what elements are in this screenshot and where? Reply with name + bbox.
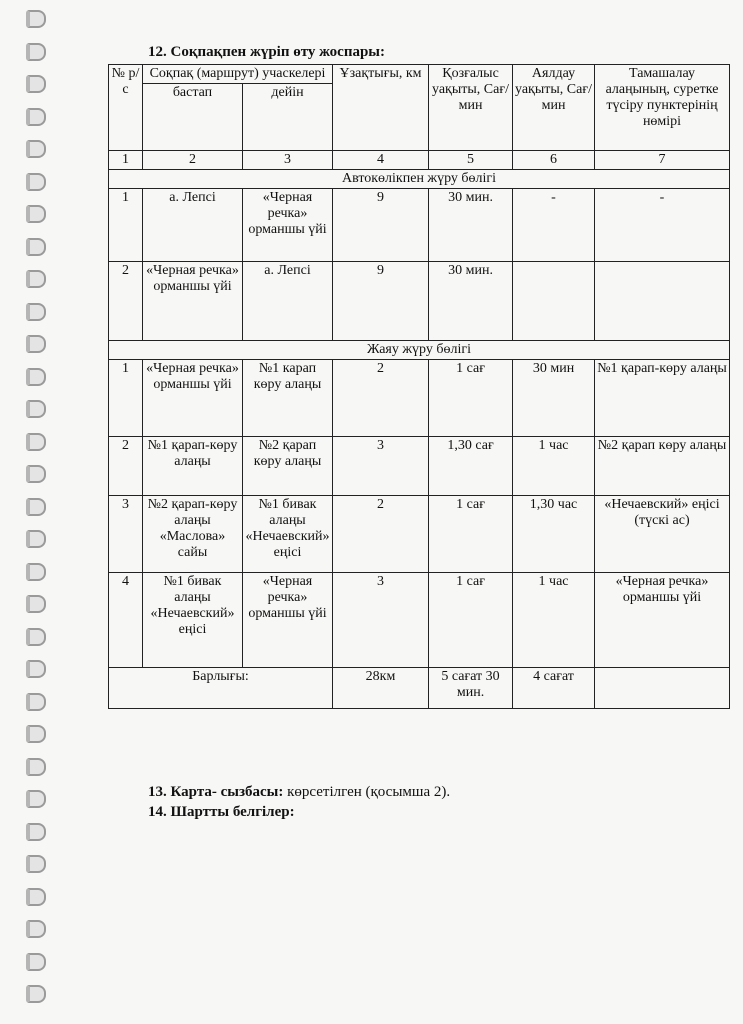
cell-stop-time: 1 час (513, 437, 595, 496)
table-row (109, 573, 730, 668)
binding-ring (26, 693, 46, 711)
cell-stop-time: 1 час (513, 573, 595, 668)
route-plan-table (108, 64, 730, 709)
legend-label: 14. Шартты белгілер: (148, 804, 295, 820)
cell-distance: 9 (333, 262, 429, 341)
cell-viewpoint: №2 қарап көру алаңы (595, 437, 730, 496)
map-label: 13. Карта- сызбасы: (148, 784, 284, 800)
cell-distance: 3 (333, 573, 429, 668)
cell-num: 2 (109, 262, 143, 341)
cell-viewpoint: №1 қарап-көру алаңы (595, 360, 730, 437)
cell-move-time: 30 мин. (429, 189, 513, 262)
total-distance: 28км (333, 668, 429, 709)
spiral-binding (0, 0, 58, 1024)
col-number: 3 (243, 151, 333, 170)
binding-ring (26, 465, 46, 483)
cell-viewpoint: «Нечаевский» еңісі (түскі ас) (595, 496, 730, 573)
binding-ring (26, 108, 46, 126)
cell-stop-time: 1,30 час (513, 496, 595, 573)
binding-ring (26, 758, 46, 776)
binding-ring (26, 75, 46, 93)
binding-ring (26, 953, 46, 971)
cell-move-time: 1 сағ (429, 360, 513, 437)
binding-ring (26, 303, 46, 321)
total-stop-time: 4 сағат (513, 668, 595, 709)
binding-ring (26, 888, 46, 906)
binding-ring (26, 43, 46, 61)
section-auto-label: Автокөлікпен жүру бөлігі (109, 170, 730, 189)
header-distance: Ұзақтығы, км (333, 65, 429, 151)
header-stop-time: Аялдау уақыты, Сағ/мин (513, 65, 595, 151)
total-label: Барлығы: (109, 668, 333, 709)
binding-ring (26, 530, 46, 548)
cell-from: №1 қарап-көру алаңы (143, 437, 243, 496)
cell-num: 1 (109, 360, 143, 437)
col-number: 2 (143, 151, 243, 170)
cell-num: 1 (109, 189, 143, 262)
total-row (109, 668, 730, 709)
cell-from: «Черная речка» орманшы үйі (143, 360, 243, 437)
cell-to: №2 қарап көру алаңы (243, 437, 333, 496)
table-header-row (109, 65, 730, 84)
binding-ring (26, 335, 46, 353)
cell-move-time: 30 мин. (429, 262, 513, 341)
header-route: Соқпақ (маршрут) учаскелері (143, 65, 333, 84)
col-number: 5 (429, 151, 513, 170)
cell-distance: 2 (333, 360, 429, 437)
cell-to: №1 карап көру алаңы (243, 360, 333, 437)
map-text: көрсетілген (қосымша 2). (283, 784, 451, 800)
total-viewpoint (595, 668, 730, 709)
section-row-walk (109, 341, 730, 360)
cell-num: 3 (109, 496, 143, 573)
table-row (109, 262, 730, 341)
cell-to: №1 бивак алаңы «Нечаевский» еңісі (243, 496, 333, 573)
column-number-row (109, 151, 730, 170)
cell-num: 4 (109, 573, 143, 668)
col-number: 1 (109, 151, 143, 170)
binding-ring (26, 725, 46, 743)
binding-ring (26, 563, 46, 581)
cell-distance: 9 (333, 189, 429, 262)
table-row (109, 437, 730, 496)
section-walk-label: Жаяу жүру бөлігі (109, 341, 730, 360)
header-viewpoint: Тамашалау алаңының, суретке түсіру пунктерінің нөмірі (595, 65, 730, 151)
table-row (109, 360, 730, 437)
binding-ring (26, 10, 46, 28)
cell-from: №1 бивак алаңы «Нечаевский» еңісі (143, 573, 243, 668)
table-row (109, 189, 730, 262)
binding-ring (26, 433, 46, 451)
binding-ring (26, 368, 46, 386)
cell-stop-time (513, 262, 595, 341)
header-move-time: Қозғалыс уақыты, Сағ/мин (429, 65, 513, 151)
binding-ring (26, 270, 46, 288)
binding-ring (26, 173, 46, 191)
col-number: 6 (513, 151, 595, 170)
binding-ring (26, 790, 46, 808)
section-row-auto (109, 170, 730, 189)
cell-viewpoint: - (595, 189, 730, 262)
cell-to: «Черная речка» орманшы үйі (243, 189, 333, 262)
col-number: 7 (595, 151, 730, 170)
binding-ring (26, 140, 46, 158)
cell-move-time: 1 сағ (429, 496, 513, 573)
col-number: 4 (333, 151, 429, 170)
binding-ring (26, 205, 46, 223)
binding-ring (26, 823, 46, 841)
binding-ring (26, 985, 46, 1003)
cell-stop-time: 30 мин (513, 360, 595, 437)
table-row (109, 496, 730, 573)
cell-from: а. Лепсі (143, 189, 243, 262)
binding-ring (26, 498, 46, 516)
cell-move-time: 1 сағ (429, 573, 513, 668)
cell-to: «Черная речка» орманшы үйі (243, 573, 333, 668)
cell-num: 2 (109, 437, 143, 496)
total-move-time: 5 сағат 30 мин. (429, 668, 513, 709)
cell-from: «Черная речка» орманшы үйі (143, 262, 243, 341)
map-line (148, 784, 450, 801)
cell-distance: 3 (333, 437, 429, 496)
cell-viewpoint (595, 262, 730, 341)
binding-ring (26, 855, 46, 873)
binding-ring (26, 920, 46, 938)
binding-ring (26, 238, 46, 256)
legend-line (148, 804, 295, 821)
cell-viewpoint: «Черная речка» орманшы үйі (595, 573, 730, 668)
cell-distance: 2 (333, 496, 429, 573)
binding-ring (26, 660, 46, 678)
header-to: дейін (243, 84, 333, 151)
binding-ring (26, 400, 46, 418)
cell-to: а. Лепсі (243, 262, 333, 341)
section-title: 12. Соқпақпен жүріп өту жоспары: (148, 44, 386, 60)
cell-move-time: 1,30 сағ (429, 437, 513, 496)
header-num: № р/с (109, 65, 143, 151)
cell-stop-time: - (513, 189, 595, 262)
binding-ring (26, 595, 46, 613)
cell-from: №2 қарап-көру алаңы «Маслова» сайы (143, 496, 243, 573)
header-from: бастап (143, 84, 243, 151)
binding-ring (26, 628, 46, 646)
